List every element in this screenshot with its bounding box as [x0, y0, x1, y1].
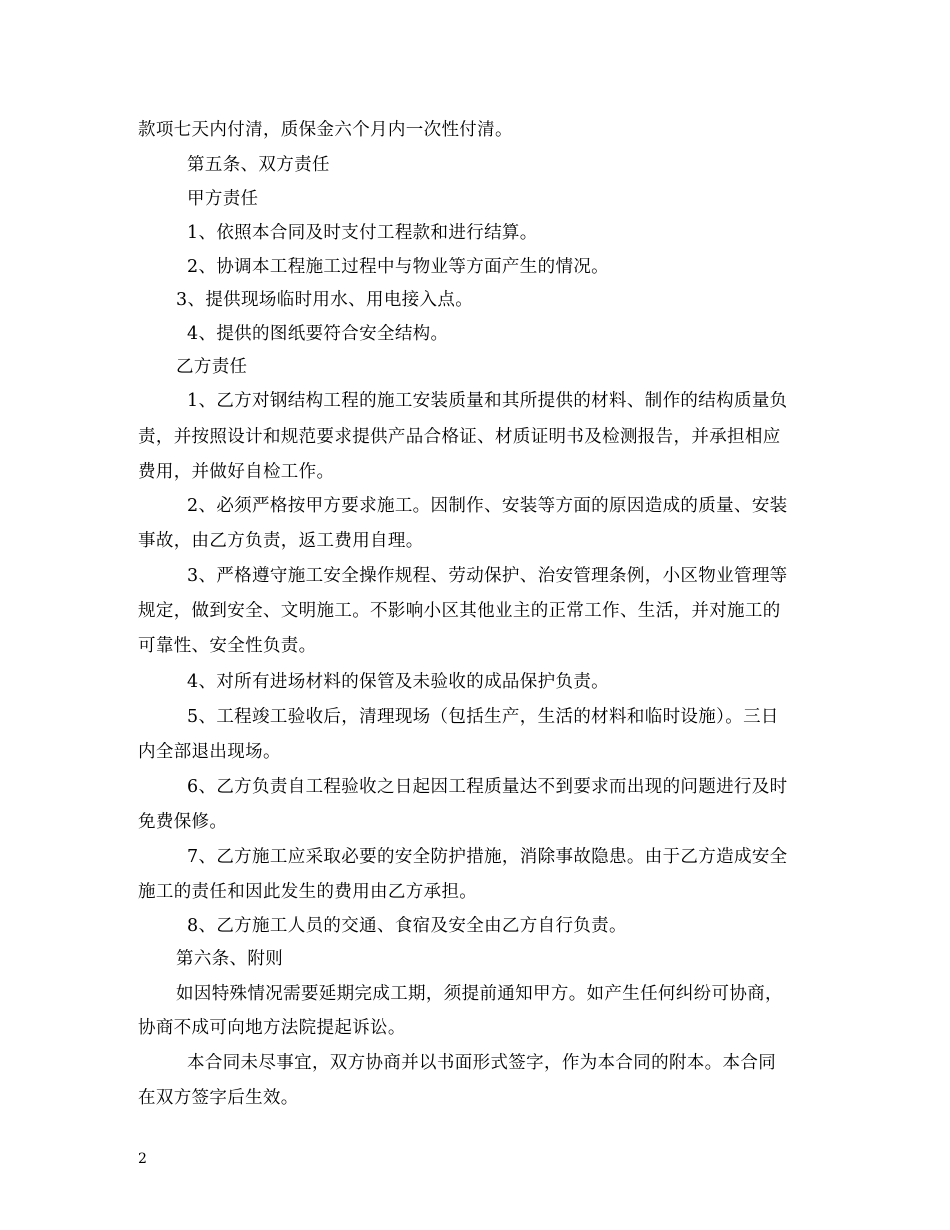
text-line: 2、协调本工程施工过程中与物业等方面产生的情况。 — [187, 257, 610, 277]
text-line: 5、工程竣工验收后，清理现场（包括生产，生活的材料和临时设施）。三日 — [187, 707, 779, 727]
section-heading: 第六条、附则 — [176, 949, 284, 969]
page-number: 2 — [138, 1151, 147, 1167]
text-line: 可靠性、安全性负责。 — [138, 636, 317, 656]
text-line: 3、提供现场临时用水、用电接入点。 — [176, 290, 474, 310]
text-line: 1、依照本合同及时支付工程款和进行结算。 — [187, 223, 538, 243]
text-line: 事故，由乙方负责，返工费用自理。 — [138, 531, 424, 551]
subsection-heading: 乙方责任 — [176, 357, 248, 377]
section-heading: 第五条、双方责任 — [187, 155, 330, 175]
text-line: 本合同未尽事宜，双方协商并以书面形式签字，作为本合同的附本。本合同 — [187, 1053, 777, 1073]
text-line: 3、严格遵守施工安全操作规程、劳动保护、治安管理条例，小区物业管理等 — [187, 566, 788, 586]
text-line: 6、乙方负责自工程验收之日起因工程质量达不到要求而出现的问题进行及时 — [187, 777, 788, 797]
subsection-heading: 甲方责任 — [187, 189, 259, 209]
text-line: 免费保修。 — [138, 812, 228, 832]
text-line: 施工的责任和因此发生的费用由乙方承担。 — [138, 882, 478, 902]
text-line: 2、必须严格按甲方要求施工。因制作、安装等方面的原因造成的质量、安装 — [187, 496, 788, 516]
text-line: 4、提供的图纸要符合安全结构。 — [187, 324, 449, 344]
text-line: 内全部退出现场。 — [138, 742, 281, 762]
text-line: 责，并按照设计和规范要求提供产品合格证、材质证明书及检测报告，并承担相应 — [138, 427, 781, 447]
text-line: 规定，做到安全、文明施工。不影响小区其他业主的正常工作、生活，并对施工的 — [138, 601, 781, 621]
text-line: 1、乙方对钢结构工程的施工安装质量和其所提供的材料、制作的结构质量负 — [187, 391, 788, 411]
text-line: 8、乙方施工人员的交通、食宿及安全由乙方自行负责。 — [187, 916, 627, 936]
text-line: 7、乙方施工应采取必要的安全防护措施，消除事故隐患。由于乙方造成安全 — [187, 847, 788, 867]
text-line: 如因特殊情况需要延期完成工期，须提前通知甲方。如产生任何纠纷可协商， — [176, 984, 783, 1004]
text-line: 在双方签字后生效。 — [138, 1088, 299, 1108]
text-line: 协商不成可向地方法院提起诉讼。 — [138, 1018, 406, 1038]
text-line: 款项七天内付清，质保金六个月内一次性付清。 — [138, 120, 513, 140]
text-line: 4、对所有进场材料的保管及未验收的成品保护负责。 — [187, 672, 610, 692]
text-line: 费用，并做好自检工作。 — [138, 462, 335, 482]
